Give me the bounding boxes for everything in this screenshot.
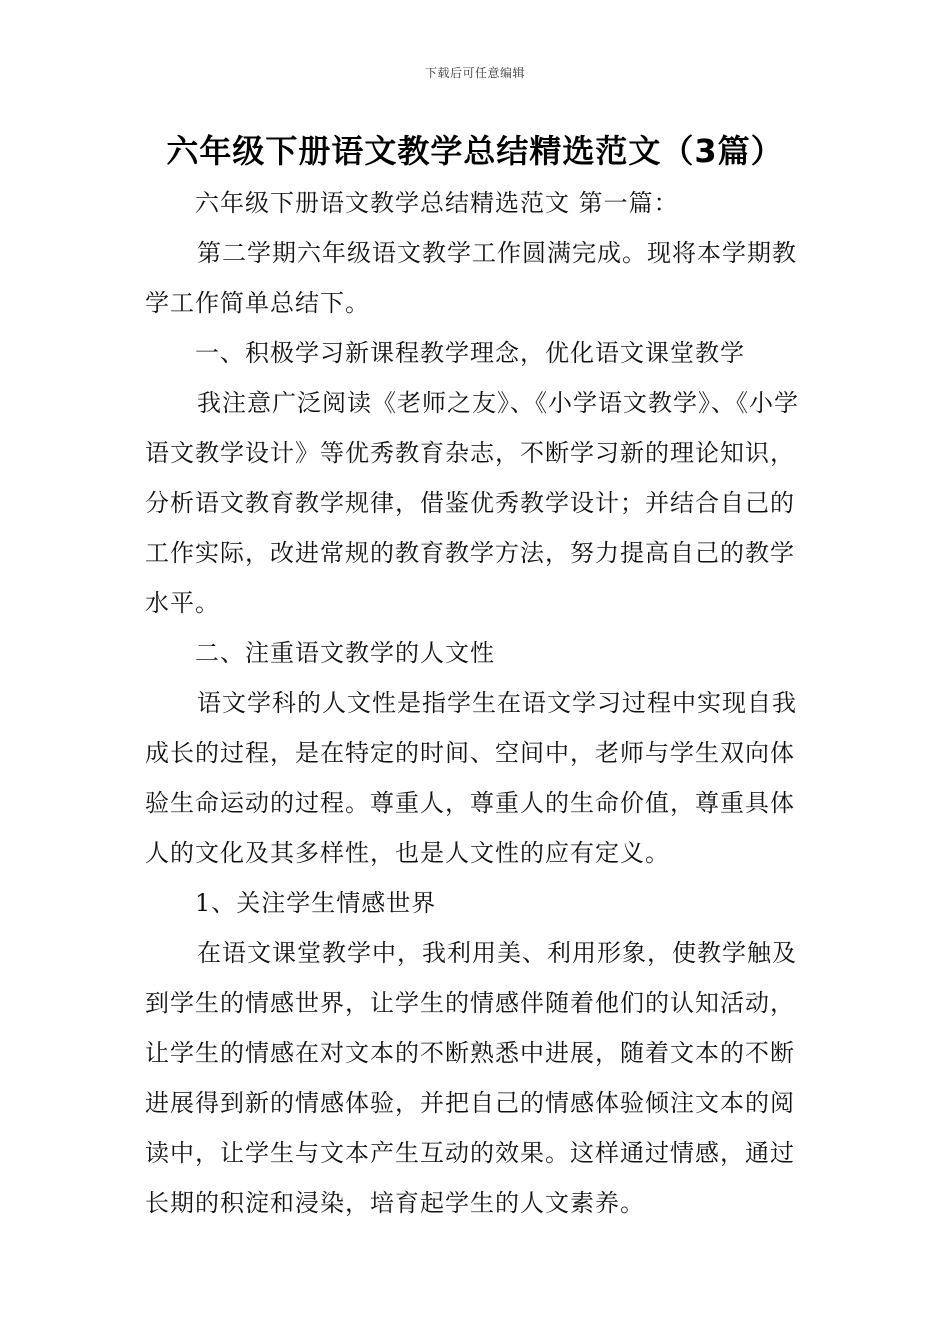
paragraph-reading: 我注意广泛阅读《老师之友》、《小学语文教学》、《小学语文教学设计》等优秀教育杂志，不断学习新的理论知识，分析语文教育教学规律，借鉴优秀教学设计；并结合自己的工作实际，改进常规的教育教学方法，努力提高自己的教学水平。 [145,389,799,617]
document-body [145,178,809,1228]
document-title: 六年级下册语文教学总结精选范文（3篇） [166,132,784,170]
paragraph-intro: 第二学期六年级语文教学工作圆满完成。现将本学期教学工作简单总结下。 [145,239,797,317]
section-subtitle: 六年级下册语文教学总结精选范文 第一篇： [195,189,679,217]
subsection-heading-1: 1、关注学生情感世界 [195,889,437,917]
paragraph-humanism: 语文学科的人文性是指学生在语文学习过程中实现自我成长的过程，是在特定的时间、空间中，老师与学生双向体验生命运动的过程。尊重人，尊重人的生命价值，尊重具体人的文化及其多样性，也是人文性的应有定义。 [145,689,797,867]
section-heading-1: 一、积极学习新课程教学理念，优化语文课堂教学 [195,339,745,367]
paragraph-emotion: 在语文课堂教学中，我利用美、利用形象，使教学触及到学生的情感世界，让学生的情感伴随着他们的认知活动，让学生的情感在对文本的不断熟悉中进展，随着文本的不断进展得到新的情感体验，并把自己的情感体验倾注文本的阅读中，让学生与文本产生互动的效果。这样通过情感，通过长期的积淀和浸染，培育起学生的人文素养。 [145,939,797,1217]
section-heading-2: 二、注重语文教学的人文性 [195,639,495,667]
page-header-note: 下载后可任意编辑 [424,66,525,80]
